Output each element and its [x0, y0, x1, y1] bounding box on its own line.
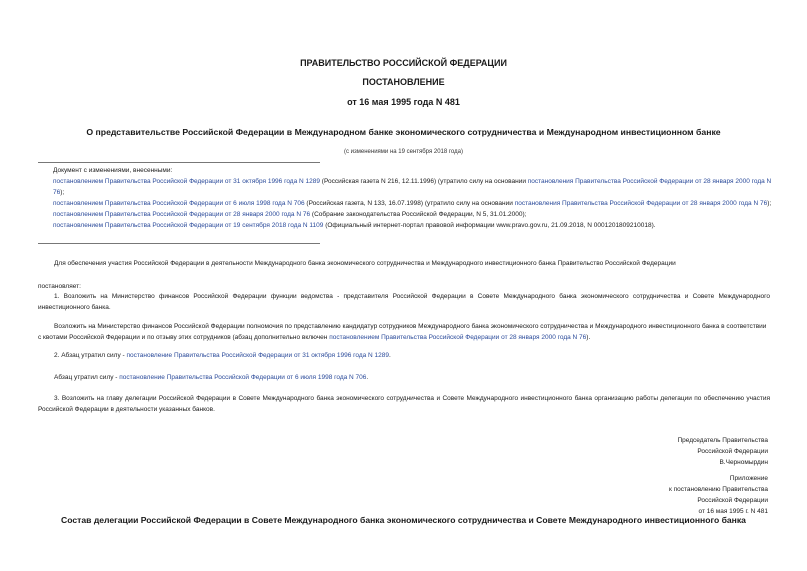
paragraph-3: 3. Возложить на главу делегации Российской Федерации в Совете Международного банка экономического сотрудничества и Совете Международного инвестиционного банка организацию работы делегации по обеспечению участия Российской Федерации в деятельности указанных банков. — [38, 395, 770, 413]
amendment-item: постановлением Правительства Российской Федерации от 6 июля 1998 года N 706 (Российская газета, N 133, 16.07.1998) (утратило силу на основании постановления Правительства Российской Федерации от 28 января 2000 года N 76); — [53, 200, 772, 207]
amendment-item: постановлением Правительства Российской Федерации от 31 октября 1996 года N 1289 (Российская газета N 216, 12.11.1996) (утратило силу на основании постановления Правительства Российской Федерации от 28 января 2000 года N 76); — [53, 178, 772, 196]
amendments-bottom-divider — [38, 243, 320, 244]
amendment-link[interactable]: постановления Правительства Российской Федерации от 28 января 2000 года N 76 — [53, 178, 772, 196]
amendment-link[interactable]: постановлением Правительства Российской Федерации от 19 сентября 2018 года N 1109 — [53, 222, 324, 229]
paragraph-2b: Абзац утратил силу - постановление Правительства Российской Федерации от 6 июля 1998 года N 706. — [54, 374, 369, 381]
amendments-intro: Документ с изменениями, внесенными: — [53, 167, 173, 174]
amendment-link[interactable]: постановления Правительства Российской Федерации от 28 января 2000 года N 76 — [514, 200, 768, 207]
revision-note: (с изменениями на 19 сентября 2018 года) — [344, 149, 463, 155]
amendment-link[interactable]: постановлением Правительства Российской Федерации от 31 октября 1996 года N 1289 — [53, 178, 320, 185]
paragraph-2: 2. Абзац утратил силу - постановление Правительства Российской Федерации от 31 октября 1996 года N 1289. — [54, 352, 391, 359]
appendix-block: Приложение к постановлению Правительства Российской Федерации от 16 мая 1995 г. N 481 — [668, 475, 768, 515]
doc-type-heading: ПОСТАНОВЛЕНИЕ — [362, 77, 445, 87]
amendment-item: постановлением Правительства Российской Федерации от 19 сентября 2018 года N 1109 (Официальный интернет-портал правовой информации www.pravo.gov.ru, 21.09.2018, N 0001201809210018). — [53, 222, 656, 229]
amendments-top-divider — [38, 162, 320, 163]
delegation-title: Состав делегации Российской Федерации в Совете Международного банка экономического сотрудничества и Совете Международного инвестиционного банка — [61, 515, 746, 525]
paragraph-1b: Возложить на Министерство финансов Российской Федерации полномочия по представлению кандидатур сотрудников Международного банка экономического сотрудничества и Международного инвестиционного банка в соответствии с квотами Российской Федерации и по отзыву этих сотрудников (абзац дополнительно включен постановлением Правительства Российской Федерации от 28 января 2000 года N 76). — [38, 323, 767, 341]
amendment-item: постановлением Правительства Российской Федерации от 28 января 2000 года N 76 (Собрание законодательства Российской Федерации, N 5, 31.01.2000); — [53, 211, 527, 218]
amendments-block — [53, 165, 773, 231]
paragraph-1: 1. Возложить на Министерство финансов Российской Федерации функции ведомства - представителя Российской Федерации в Совете Международного банка экономического сотрудничества и Совете Международного инвестиционного банка. — [38, 293, 770, 311]
government-heading: ПРАВИТЕЛЬСТВО РОССИЙСКОЙ ФЕДЕРАЦИИ — [300, 58, 507, 68]
amendment-link[interactable]: постановлением Правительства Российской Федерации от 6 июля 1998 года N 706 — [53, 200, 305, 207]
paragraph-link[interactable]: постановление Правительства Российской Федерации от 6 июля 1998 года N 706 — [119, 374, 367, 381]
preamble: Для обеспечения участия Российской Федерации в деятельности Международного банка экономического сотрудничества и Международного инвестиционного банка Правительство Российской Федерации — [54, 260, 676, 267]
paragraph-link[interactable]: постановлением Правительства Российской Федерации от 28 января 2000 года N 76 — [329, 334, 587, 341]
paragraph-link[interactable]: постановление Правительства Российской Федерации от 31 октября 1996 года N 1289 — [126, 352, 389, 359]
decides-line: постановляет: — [38, 283, 81, 290]
doc-date: от 16 мая 1995 года N 481 — [347, 97, 460, 107]
document-title: О представительстве Российской Федерации в Международном банке экономического сотрудничества и Международном инвестиционном банке — [86, 127, 721, 137]
amendment-link[interactable]: постановлением Правительства Российской Федерации от 28 января 2000 года N 76 — [53, 211, 311, 218]
signature-block: Председатель Правительства Российской Федерации В.Черномырдин — [677, 437, 768, 466]
